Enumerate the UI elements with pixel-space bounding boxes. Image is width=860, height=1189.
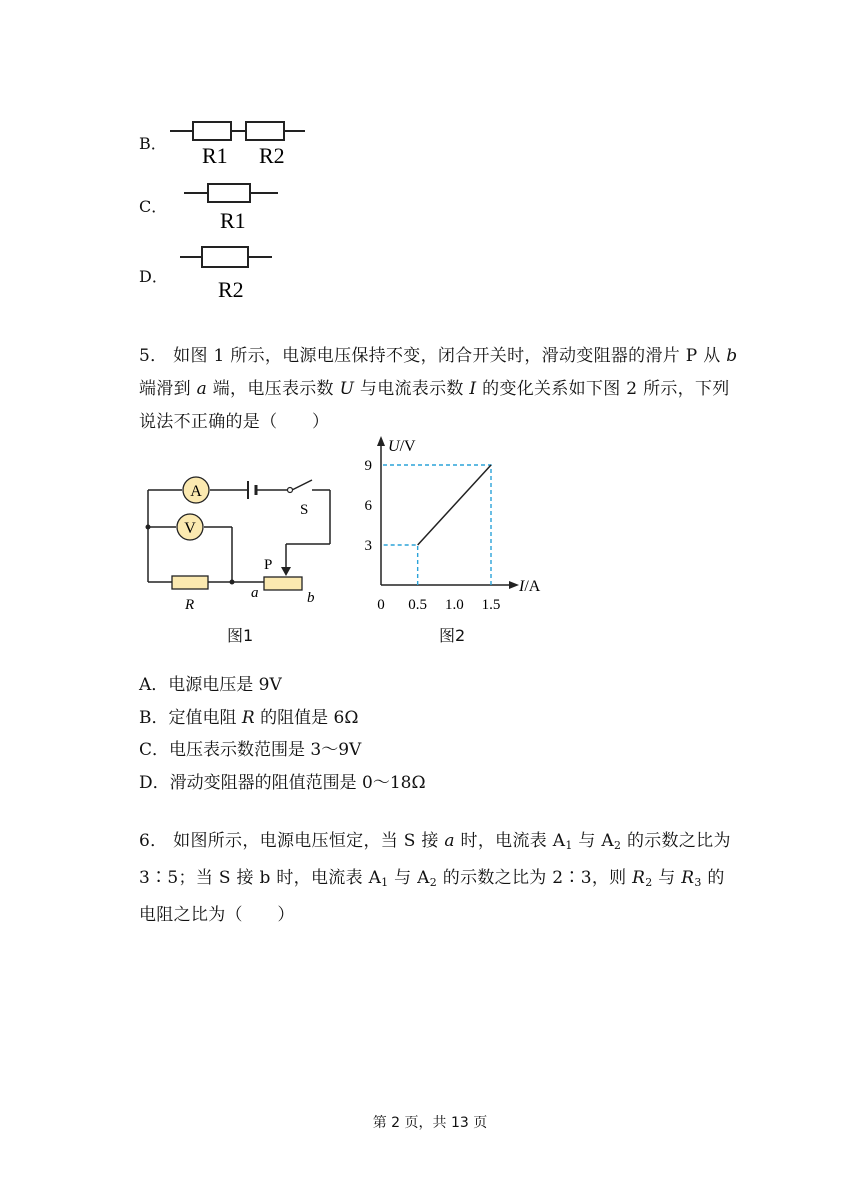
figure-2-chart (340, 430, 570, 615)
q5-option-c: C．电压表示数范围是 3～9V (139, 740, 362, 760)
label-r2: R2 (218, 277, 244, 301)
option-b-letter: B． (139, 134, 167, 153)
y-tick-label: 9 (364, 458, 372, 474)
x-tick-label: 1.0 (444, 597, 464, 613)
figure-1-caption: 图1 (227, 626, 254, 645)
svg-text:a: a (251, 585, 259, 601)
x-axis-arrow-icon (509, 581, 519, 589)
svg-text:A: A (190, 483, 202, 500)
resistor-r (172, 576, 208, 589)
svg-text:S: S (300, 502, 309, 518)
resistor-r1 (193, 122, 231, 140)
label-r2: R2 (259, 143, 285, 168)
svg-text:b: b (307, 590, 315, 606)
guide-line-0 (381, 545, 418, 585)
y-axis-arrow-icon (377, 436, 385, 446)
svg-text:R: R (185, 597, 195, 613)
option-c-circuit (180, 178, 285, 236)
resistor-r2 (202, 247, 248, 267)
slider-arrow-icon (281, 567, 291, 576)
page-footer: 第 2 页，共 13 页 (372, 1115, 488, 1131)
question-number: 6． (139, 831, 168, 851)
option-d-circuit (178, 241, 278, 301)
rheostat (264, 577, 302, 590)
resistor-r2 (246, 122, 284, 140)
question-5: 5． 如图 1 所示，电源电压保持不变，闭合开关时，滑动变阻器的滑片 P 从 b 端滑到 a 端，电压表示数 U 与电流表示数 I 的变化关系如下图 2 所示，下列说法不正确的是（ ） (139, 346, 738, 432)
y-tick-label: 3 (364, 538, 372, 554)
q5-option-a: A．电源电压是 9V (139, 675, 282, 695)
resistor-r1 (208, 184, 250, 202)
x-tick-label: 1.5 (481, 597, 501, 613)
x-tick-label: 0.5 (408, 597, 428, 613)
x-tick-label: 0 (377, 597, 385, 613)
option-d-letter: D． (139, 267, 168, 286)
switch-contact (288, 488, 293, 493)
option-b-circuit (165, 116, 310, 172)
y-tick-label: 6 (364, 498, 372, 514)
figure-2-caption: 图2 (439, 626, 466, 645)
question-number: 5． (139, 346, 168, 366)
option-c-letter: C． (139, 197, 168, 216)
label-r1: R1 (202, 143, 228, 168)
svg-text:P: P (264, 557, 273, 573)
y-axis-label: U/V (388, 438, 416, 455)
q5-option-b: B．定值电阻 R 的阻值是 6Ω (139, 708, 359, 728)
q5-option-d: D．滑动变阻器的阻值范围是 0～18Ω (139, 773, 426, 793)
label-r1: R1 (220, 208, 246, 233)
question-6: 6． 如图所示，电源电压恒定，当 S 接 a 时，电流表 $A_1$ 与 $A_2$ 的示数之比为 3∶5；当 S 接 b 时，电流表 $A_1$ 与 $A_2$ 的示数之比为 2∶3，则 $R_2$ 与 $R_3$ 的电阻之比为（ ） (139, 831, 731, 925)
series-line-0 (418, 465, 491, 545)
svg-text:V: V (184, 520, 196, 537)
x-axis-label: I/A (519, 578, 541, 595)
